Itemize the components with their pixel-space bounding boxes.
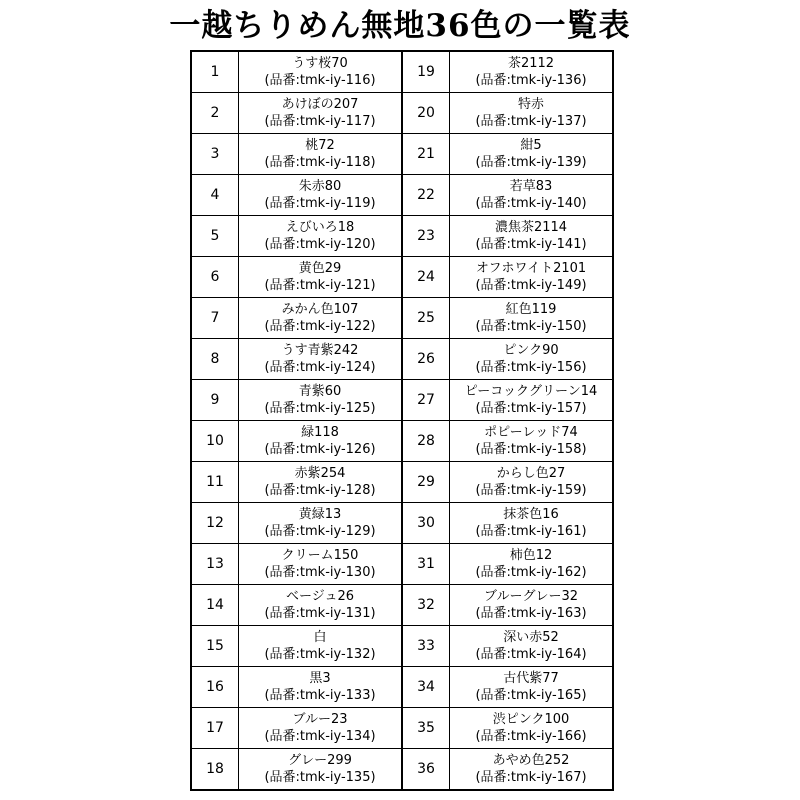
item-number: 1 bbox=[191, 51, 239, 93]
color-name: オフホワイト2101 bbox=[475, 260, 587, 276]
color-name: グレー299 bbox=[288, 752, 352, 768]
color-entry bbox=[450, 666, 614, 707]
table-row bbox=[191, 625, 613, 666]
product-code: (品番:tmk-iy-117) bbox=[264, 114, 376, 130]
product-code: (品番:tmk-iy-163) bbox=[475, 605, 587, 621]
color-entry bbox=[450, 543, 614, 584]
item-number: 21 bbox=[402, 134, 450, 175]
table-row bbox=[191, 707, 613, 748]
product-code: (品番:tmk-iy-165) bbox=[475, 687, 587, 703]
product-code: (品番:tmk-iy-126) bbox=[264, 441, 376, 457]
color-entry bbox=[450, 134, 614, 175]
color-entry bbox=[239, 461, 403, 502]
color-name: ブルー23 bbox=[292, 711, 348, 727]
product-code: (品番:tmk-iy-156) bbox=[475, 359, 587, 375]
product-code: (品番:tmk-iy-164) bbox=[475, 646, 587, 662]
color-entry bbox=[450, 707, 614, 748]
table-row bbox=[191, 666, 613, 707]
item-number: 5 bbox=[191, 216, 239, 257]
color-name: あやめ色252 bbox=[492, 752, 570, 768]
color-name: 茶2112 bbox=[507, 56, 555, 72]
item-number: 14 bbox=[191, 584, 239, 625]
color-name: みかん色107 bbox=[281, 301, 359, 317]
color-name: ピンク90 bbox=[503, 342, 559, 358]
product-code: (品番:tmk-iy-130) bbox=[264, 564, 376, 580]
product-code: (品番:tmk-iy-131) bbox=[264, 605, 376, 621]
item-number: 36 bbox=[402, 748, 450, 790]
color-entry bbox=[239, 502, 403, 543]
color-name: 黒3 bbox=[309, 670, 331, 686]
color-list-table bbox=[190, 50, 614, 791]
table-row bbox=[191, 502, 613, 543]
table-row bbox=[191, 175, 613, 216]
color-entry bbox=[450, 93, 614, 134]
item-number: 35 bbox=[402, 707, 450, 748]
product-code: (品番:tmk-iy-150) bbox=[475, 318, 587, 334]
item-number: 13 bbox=[191, 543, 239, 584]
color-entry bbox=[239, 134, 403, 175]
product-code: (品番:tmk-iy-119) bbox=[264, 196, 376, 212]
item-number: 18 bbox=[191, 748, 239, 790]
table-row bbox=[191, 461, 613, 502]
color-name: ピーコックグリーン14 bbox=[464, 383, 598, 399]
product-code: (品番:tmk-iy-120) bbox=[264, 237, 376, 252]
product-code: (品番:tmk-iy-135) bbox=[264, 769, 376, 785]
color-entry bbox=[239, 625, 403, 666]
product-code: (品番:tmk-iy-134) bbox=[264, 728, 376, 744]
product-code: (品番:tmk-iy-129) bbox=[264, 523, 376, 539]
color-entry bbox=[239, 420, 403, 461]
color-name: ポピーレッド74 bbox=[484, 424, 578, 440]
table-row bbox=[191, 379, 613, 420]
item-number: 9 bbox=[191, 379, 239, 420]
item-number: 11 bbox=[191, 461, 239, 502]
product-code: (品番:tmk-iy-128) bbox=[264, 482, 376, 498]
table-row bbox=[191, 257, 613, 298]
color-entry bbox=[450, 216, 614, 257]
color-name: 古代紫77 bbox=[503, 670, 559, 686]
item-number: 32 bbox=[402, 584, 450, 625]
item-number: 10 bbox=[191, 420, 239, 461]
product-code: (品番:tmk-iy-141) bbox=[475, 237, 587, 252]
product-code: (品番:tmk-iy-161) bbox=[475, 523, 587, 539]
item-number: 15 bbox=[191, 625, 239, 666]
product-code: (品番:tmk-iy-133) bbox=[264, 687, 376, 703]
table-row bbox=[191, 584, 613, 625]
item-number: 8 bbox=[191, 338, 239, 379]
color-name: クリーム150 bbox=[281, 547, 359, 563]
product-code: (品番:tmk-iy-140) bbox=[475, 196, 587, 212]
color-name: 紺5 bbox=[520, 138, 542, 154]
color-entry bbox=[450, 338, 614, 379]
color-entry bbox=[239, 748, 403, 790]
table-row bbox=[191, 134, 613, 175]
product-code: (品番:tmk-iy-167) bbox=[475, 769, 587, 785]
color-entry bbox=[239, 707, 403, 748]
color-entry bbox=[239, 297, 403, 338]
color-name: 紅色119 bbox=[505, 301, 557, 317]
color-entry bbox=[450, 502, 614, 543]
table-row bbox=[191, 51, 613, 93]
color-name: 若草83 bbox=[509, 179, 553, 195]
color-name: 特赤 bbox=[517, 97, 544, 113]
color-list-body bbox=[191, 51, 613, 790]
table-row bbox=[191, 748, 613, 790]
color-name: 濃焦茶2114 bbox=[494, 220, 568, 235]
item-number: 28 bbox=[402, 420, 450, 461]
item-number: 17 bbox=[191, 707, 239, 748]
color-entry bbox=[450, 420, 614, 461]
product-code: (品番:tmk-iy-124) bbox=[264, 359, 376, 375]
item-number: 27 bbox=[402, 379, 450, 420]
color-name: ベージュ26 bbox=[285, 588, 355, 604]
color-name: 抹茶色16 bbox=[503, 506, 559, 522]
color-name: 深い赤52 bbox=[503, 629, 559, 645]
item-number: 34 bbox=[402, 666, 450, 707]
product-code: (品番:tmk-iy-162) bbox=[475, 564, 587, 580]
product-code: (品番:tmk-iy-149) bbox=[475, 277, 587, 293]
color-name: 黄緑13 bbox=[298, 506, 342, 522]
color-name: 白 bbox=[313, 629, 327, 645]
table-row bbox=[191, 338, 613, 379]
item-number: 31 bbox=[402, 543, 450, 584]
product-code: (品番:tmk-iy-118) bbox=[264, 155, 376, 171]
color-name: 青紫60 bbox=[298, 383, 342, 399]
item-number: 4 bbox=[191, 175, 239, 216]
item-number: 26 bbox=[402, 338, 450, 379]
color-name: 桃72 bbox=[305, 138, 335, 154]
color-entry bbox=[239, 666, 403, 707]
item-number: 23 bbox=[402, 216, 450, 257]
color-entry bbox=[239, 257, 403, 298]
item-number: 6 bbox=[191, 257, 239, 298]
item-number: 7 bbox=[191, 297, 239, 338]
product-code: (品番:tmk-iy-116) bbox=[264, 73, 376, 89]
color-entry bbox=[450, 51, 614, 93]
item-number: 25 bbox=[402, 297, 450, 338]
color-entry bbox=[239, 379, 403, 420]
color-entry bbox=[239, 93, 403, 134]
item-number: 19 bbox=[402, 51, 450, 93]
product-code: (品番:tmk-iy-121) bbox=[264, 277, 376, 293]
product-code: (品番:tmk-iy-157) bbox=[475, 400, 587, 416]
product-code: (品番:tmk-iy-125) bbox=[264, 400, 376, 416]
product-code: (品番:tmk-iy-136) bbox=[475, 73, 587, 89]
product-code: (品番:tmk-iy-159) bbox=[475, 482, 587, 498]
color-entry bbox=[450, 379, 614, 420]
color-name: 渋ピンク100 bbox=[492, 711, 570, 727]
color-entry bbox=[239, 584, 403, 625]
color-entry bbox=[450, 461, 614, 502]
table-row bbox=[191, 543, 613, 584]
table-row bbox=[191, 297, 613, 338]
color-entry bbox=[450, 748, 614, 790]
item-number: 29 bbox=[402, 461, 450, 502]
item-number: 22 bbox=[402, 175, 450, 216]
color-entry bbox=[239, 338, 403, 379]
item-number: 12 bbox=[191, 502, 239, 543]
product-code: (品番:tmk-iy-132) bbox=[264, 646, 376, 662]
color-name: うす桜70 bbox=[292, 56, 348, 72]
color-name: 朱赤80 bbox=[298, 179, 342, 195]
color-entry bbox=[239, 175, 403, 216]
color-entry bbox=[450, 257, 614, 298]
color-entry bbox=[450, 297, 614, 338]
color-name: 柿色12 bbox=[509, 547, 553, 563]
item-number: 2 bbox=[191, 93, 239, 134]
color-entry bbox=[239, 216, 403, 257]
product-code: (品番:tmk-iy-137) bbox=[475, 114, 587, 130]
table-row bbox=[191, 420, 613, 461]
product-code: (品番:tmk-iy-139) bbox=[475, 155, 587, 171]
color-name: うす青紫242 bbox=[281, 342, 359, 358]
item-number: 33 bbox=[402, 625, 450, 666]
table-row bbox=[191, 216, 613, 257]
color-name: 黄色29 bbox=[298, 260, 342, 276]
color-entry bbox=[450, 625, 614, 666]
color-name: ブルーグレー32 bbox=[483, 588, 579, 604]
color-entry bbox=[450, 175, 614, 216]
color-entry bbox=[239, 51, 403, 93]
color-entry bbox=[239, 543, 403, 584]
page-title: 一越ちりめん無地36色の一覧表 bbox=[169, 8, 631, 44]
item-number: 24 bbox=[402, 257, 450, 298]
product-code: (品番:tmk-iy-166) bbox=[475, 728, 587, 744]
color-name: あけぼの207 bbox=[281, 97, 359, 113]
color-name: 緑118 bbox=[301, 424, 339, 440]
table-row bbox=[191, 93, 613, 134]
item-number: 30 bbox=[402, 502, 450, 543]
color-entry bbox=[450, 584, 614, 625]
item-number: 16 bbox=[191, 666, 239, 707]
product-code: (品番:tmk-iy-122) bbox=[264, 318, 376, 334]
item-number: 3 bbox=[191, 134, 239, 175]
item-number: 20 bbox=[402, 93, 450, 134]
color-name: からし色27 bbox=[496, 465, 566, 481]
color-name: えびいろ18 bbox=[285, 220, 355, 235]
color-name: 赤紫254 bbox=[294, 465, 346, 481]
product-code: (品番:tmk-iy-158) bbox=[475, 441, 587, 457]
